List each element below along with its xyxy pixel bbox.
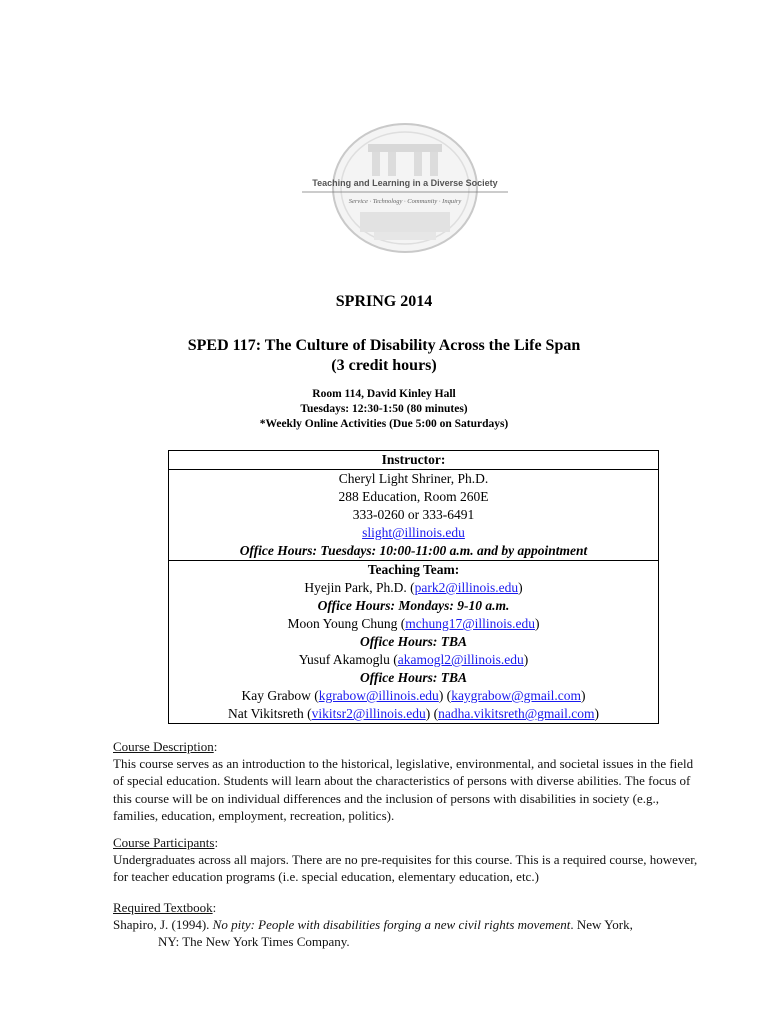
- team-member-grabow: Kay Grabow (kgrabow@illinois.edu) (kaygrabow@gmail.com): [241, 688, 586, 703]
- instructor-email-link[interactable]: slight@illinois.edu: [362, 525, 465, 540]
- textbook-citation: Shapiro, J. (1994). No pity: People with disabilities forging a new civil rights movement. New York, NY: The New York Times Company.: [113, 917, 633, 950]
- team-label: Teaching Team:: [367, 562, 460, 577]
- instructor-details-row: [169, 470, 659, 561]
- course-online-note: *Weekly Online Activities (Due 5:00 on Saturdays): [259, 418, 509, 430]
- instructor-office: 288 Education, Room 260E: [338, 489, 489, 504]
- course-participants-heading: Course Participants: [113, 835, 215, 850]
- course-credit-hours: (3 credit hours): [331, 357, 437, 374]
- team-member-akamoglu: Yusuf Akamoglu (akamogl2@illinois.edu): [298, 652, 529, 667]
- team-member-vikitsreth: Nat Vikitsreth (vikitsr2@illinois.edu) (nadha.vikitsreth@gmail.com): [227, 706, 600, 721]
- svg-text:Teaching and Learning in a Div: Teaching and Learning in a Diverse Society: [312, 178, 498, 188]
- staff-table: [168, 450, 659, 724]
- required-textbook-heading: Required Textbook: [113, 900, 213, 915]
- team-member-chung: Moon Young Chung (mchung17@illinois.edu): [287, 616, 540, 631]
- team-member-park: Hyejin Park, Ph.D. (park2@illinois.edu): [304, 580, 523, 595]
- instructor-label-row: [169, 451, 659, 470]
- office-hours-park: Office Hours: Mondays: 9-10 a.m.: [317, 598, 510, 613]
- required-textbook-section: Required Textbook: Shapiro, J. (1994). No pity: People with disabilities forging a new civil rights movement. New York, NY: The New York Times Company.: [113, 899, 698, 951]
- textbook-title: No pity: People with disabilities forging a new civil rights movement: [212, 917, 571, 933]
- email-link-grabow-gmail[interactable]: kaygrabow@gmail.com: [451, 688, 581, 703]
- instructor-office-hours: Office Hours: Tuesdays: 10:00-11:00 a.m. and by appointment: [239, 543, 588, 558]
- team-row: [169, 561, 659, 724]
- email-link-vikitsreth-illinois[interactable]: vikitsr2@illinois.edu: [311, 706, 426, 721]
- program-logo: [290, 120, 520, 260]
- email-link-akamoglu[interactable]: akamogl2@illinois.edu: [397, 652, 524, 667]
- course-time: Tuesdays: 12:30-1:50 (80 minutes): [300, 403, 468, 415]
- course-description-section: Course Description: This course serves as an introduction to the historical, legislative, environmental, and societal issues in the field of special education. Students will learn about the characteristics of persons with diverse abilities. The focus of this course will be on individual differences and the inclusion of persons with disabilities in society (e.g., families, education, employment, recreation, politics).: [113, 738, 698, 824]
- email-link-chung[interactable]: mchung17@illinois.edu: [405, 616, 536, 631]
- office-hours-akamoglu: Office Hours: TBA: [360, 670, 467, 685]
- course-title: [0, 336, 768, 376]
- course-participants-section: Course Participants: Undergraduates across all majors. There are no pre-requisites for this course. This is a required course, however, for teacher education programs (i.e. special education, elementary education, etc.): [113, 835, 698, 885]
- course-participants-text: Undergraduates across all majors. There are no pre-requisites for this course. This is a required course, however, for teacher education programs (i.e. special education, elementary education, etc.): [113, 852, 698, 885]
- svg-text:Service · Technology · Communi: Service · Technology · Community · Inquiry: [348, 198, 462, 205]
- office-hours-chung: Office Hours: TBA: [360, 634, 467, 649]
- course-title-line1: SPED 117: The Culture of Disability Across the Life Span: [187, 337, 581, 354]
- course-description-text: This course serves as an introduction to the historical, legislative, environmental, and societal issues in the field of special education. Students will learn about the characteristics of persons with diverse abilities. The focus of this course will be on individual differences and the inclusion of persons with disabilities in society (e.g., families, education, employment, recreation, politics).: [113, 756, 694, 823]
- course-description-heading: Course Description: [113, 739, 214, 754]
- course-room: Room 114, David Kinley Hall: [312, 388, 456, 400]
- instructor-label: Instructor:: [169, 451, 659, 470]
- email-link-grabow-illinois[interactable]: kgrabow@illinois.edu: [318, 688, 439, 703]
- instructor-phone: 333-0260 or 333-6491: [352, 507, 475, 522]
- instructor-name: Cheryl Light Shriner, Ph.D.: [338, 471, 489, 486]
- email-link-vikitsreth-gmail[interactable]: nadha.vikitsreth@gmail.com: [438, 706, 595, 721]
- term-heading: SPRING 2014: [335, 293, 433, 310]
- email-link-park[interactable]: park2@illinois.edu: [414, 580, 519, 595]
- course-logistics: [0, 387, 768, 432]
